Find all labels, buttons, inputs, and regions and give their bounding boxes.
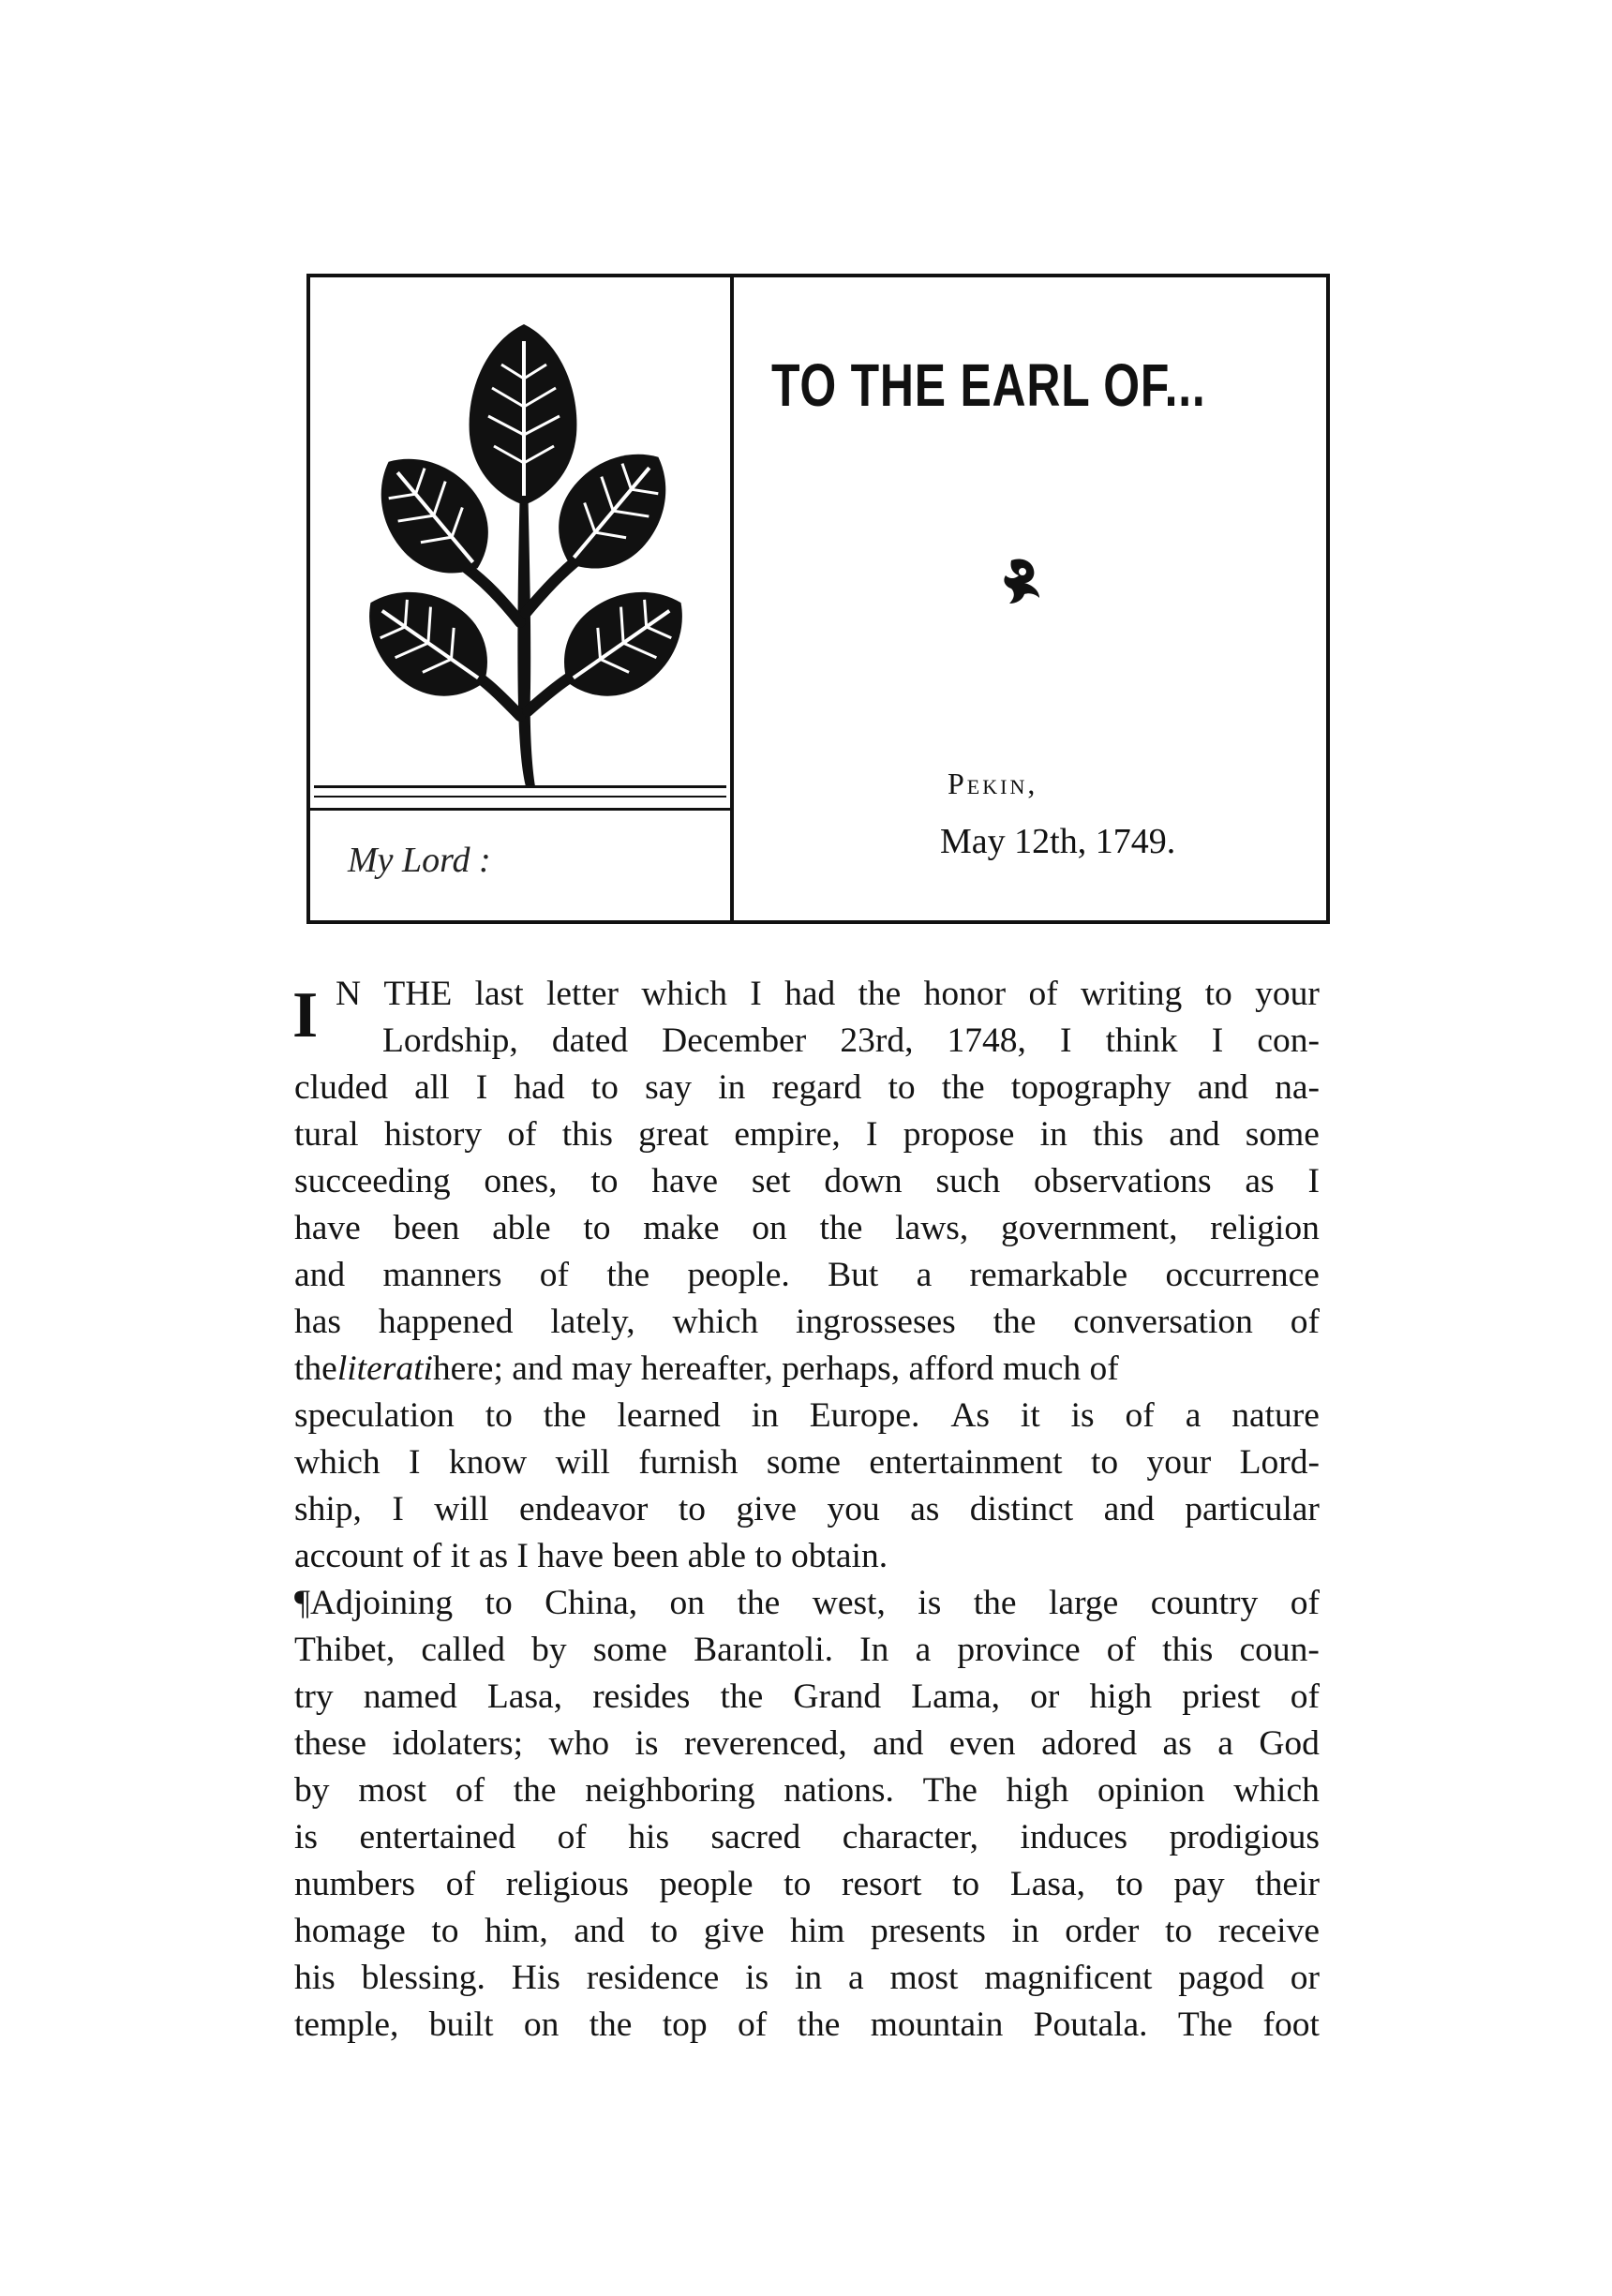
word: of	[1106, 1631, 1136, 1669]
word: and	[1103, 1490, 1155, 1528]
word: speculation	[294, 1396, 455, 1435]
panel-divider	[310, 808, 730, 811]
word: who	[548, 1724, 610, 1763]
word: of	[455, 1771, 485, 1810]
word: learned	[617, 1396, 721, 1435]
word: adored	[1041, 1724, 1138, 1763]
word: of	[1028, 975, 1058, 1013]
word: able	[492, 1209, 551, 1247]
word: Poutala.	[1033, 2005, 1148, 2044]
salutation: My Lord :	[348, 841, 491, 880]
word: religious	[505, 1865, 629, 1903]
word: lately,	[550, 1303, 635, 1341]
word: ingrosseses	[795, 1303, 956, 1341]
word: nature	[1231, 1396, 1320, 1435]
word: some	[592, 1631, 667, 1669]
letter-date: May 12th, 1749.	[940, 822, 1176, 861]
text-line: theliteratihere; and may hereafter, perhaps, afford much of	[294, 1346, 1320, 1393]
word: pay	[1173, 1865, 1225, 1903]
leaf-branch-icon	[348, 313, 694, 800]
word: to	[583, 1209, 611, 1247]
place-name: Pekin,	[948, 767, 1038, 800]
word: honor	[923, 975, 1007, 1013]
word: occurrence	[1165, 1256, 1320, 1294]
word: of	[1290, 1677, 1320, 1716]
word: and	[1197, 1068, 1248, 1107]
word: government,	[1001, 1209, 1178, 1247]
ground-rule	[314, 796, 726, 798]
text-line: account of it as I have been able to obtain.	[294, 1537, 888, 1575]
text-line	[294, 1721, 1320, 1767]
word: to	[431, 1912, 459, 1950]
word: to	[952, 1865, 980, 1903]
word: high	[1006, 1771, 1069, 1810]
word: know	[448, 1443, 528, 1482]
word: 23rd,	[840, 1021, 914, 1060]
text-line	[294, 1158, 1320, 1205]
word: to	[1204, 975, 1232, 1013]
word: happened	[378, 1303, 514, 1341]
word: ¶Adjoining	[294, 1584, 454, 1622]
word: particular	[1185, 1490, 1320, 1528]
word: a	[1217, 1724, 1233, 1763]
word: In	[859, 1631, 889, 1669]
text-line	[294, 1814, 1320, 1861]
text-line	[294, 1439, 1320, 1486]
word: make	[643, 1209, 720, 1247]
word: has	[294, 1303, 341, 1341]
word: last	[474, 975, 524, 1013]
word: to	[1115, 1865, 1143, 1903]
word: The	[922, 1771, 978, 1810]
word: the	[941, 1068, 985, 1107]
word: the	[797, 2005, 841, 2044]
word: have	[651, 1162, 719, 1200]
word: I	[475, 1068, 488, 1107]
word: try	[294, 1677, 334, 1716]
word: down	[824, 1162, 903, 1200]
word: to	[650, 1912, 679, 1950]
word: observations	[1034, 1162, 1212, 1200]
word: entertainment	[869, 1443, 1063, 1482]
header-box	[306, 274, 1330, 924]
word: give	[703, 1912, 765, 1950]
word: character,	[842, 1818, 979, 1856]
text-line	[294, 1252, 1320, 1299]
word: him	[790, 1912, 845, 1950]
word: the	[589, 2005, 633, 2044]
letter-title: TO THE EARL OF...	[771, 351, 1206, 419]
word: THE	[383, 975, 453, 1013]
word: his	[294, 1959, 336, 1997]
word: homage	[294, 1912, 406, 1950]
word: of	[445, 1865, 476, 1903]
word: on	[752, 1209, 787, 1247]
word: in	[1011, 1912, 1039, 1950]
word: succeeding	[294, 1162, 451, 1200]
word: I	[750, 975, 762, 1013]
word: most	[358, 1771, 427, 1810]
word: the	[973, 1584, 1017, 1622]
word: conversation	[1073, 1303, 1253, 1341]
word: in	[794, 1959, 823, 1997]
text-line	[294, 1861, 1320, 1908]
word: all	[414, 1068, 450, 1107]
word: by	[531, 1631, 567, 1669]
word: built	[428, 2005, 494, 2044]
word: the	[543, 1396, 587, 1435]
text-line	[294, 1065, 1320, 1111]
word: have	[294, 1209, 361, 1247]
title-panel	[734, 277, 1326, 920]
word: resort	[841, 1865, 922, 1903]
word: to	[1164, 1912, 1193, 1950]
word: to	[590, 1162, 619, 1200]
word: his	[628, 1818, 670, 1856]
ground-rule	[314, 785, 726, 788]
word: distinct	[969, 1490, 1074, 1528]
word: sacred	[710, 1818, 801, 1856]
word: ones,	[484, 1162, 558, 1200]
word: nations.	[784, 1771, 894, 1810]
word: the	[720, 1677, 764, 1716]
word: tural	[294, 1115, 359, 1154]
word: such	[935, 1162, 1001, 1200]
word: of	[1290, 1303, 1320, 1341]
word: resides	[592, 1677, 691, 1716]
word: in	[718, 1068, 746, 1107]
word: opinion	[1097, 1771, 1205, 1810]
word: magnificent	[984, 1959, 1153, 1997]
word: residence	[586, 1959, 720, 1997]
word: the	[737, 1584, 781, 1622]
word: I	[1059, 1021, 1072, 1060]
fleuron-icon	[998, 555, 1047, 605]
word: this	[1093, 1115, 1144, 1154]
word: high	[1089, 1677, 1153, 1716]
word: as	[1162, 1724, 1192, 1763]
word: regard	[771, 1068, 862, 1107]
word: order	[1065, 1912, 1140, 1950]
word: pagod	[1178, 1959, 1264, 1997]
word: which	[294, 1443, 381, 1482]
word: prodigious	[1169, 1818, 1320, 1856]
word: history	[383, 1115, 483, 1154]
word: a	[1185, 1396, 1202, 1435]
word: is	[745, 1959, 769, 1997]
word: priest	[1182, 1677, 1261, 1716]
text-line	[294, 2002, 1320, 2049]
word: God	[1259, 1724, 1320, 1763]
word: I	[392, 1490, 404, 1528]
word: people.	[687, 1256, 790, 1294]
word: this	[561, 1115, 613, 1154]
word: to	[678, 1490, 707, 1528]
text-line	[294, 1018, 1320, 1065]
word: to	[485, 1584, 513, 1622]
word: China,	[545, 1584, 638, 1622]
word: December	[662, 1021, 807, 1060]
word: your	[1146, 1443, 1212, 1482]
word: great	[638, 1115, 709, 1154]
word: con-	[1257, 1021, 1320, 1060]
word: to	[1090, 1443, 1119, 1482]
word: religion	[1210, 1209, 1320, 1247]
ornament-panel	[310, 277, 730, 920]
word: as	[910, 1490, 940, 1528]
word: had	[514, 1068, 565, 1107]
word: the	[606, 1256, 650, 1294]
word: induces	[1020, 1818, 1128, 1856]
word: neighboring	[585, 1771, 755, 1810]
word: empire,	[734, 1115, 841, 1154]
word: the	[858, 975, 902, 1013]
word: of	[539, 1256, 570, 1294]
text-line	[294, 971, 1320, 1018]
word: reverenced,	[683, 1724, 847, 1763]
word: in	[751, 1396, 779, 1435]
word: some	[1245, 1115, 1320, 1154]
word: Lasa,	[486, 1677, 563, 1716]
italic-word: literati	[336, 1349, 433, 1388]
word: had	[784, 975, 836, 1013]
word: I	[866, 1115, 878, 1154]
word: west,	[812, 1584, 886, 1622]
word: and	[873, 1724, 924, 1763]
word: coun-	[1239, 1631, 1320, 1669]
word: Lasa,	[1009, 1865, 1085, 1903]
word: the	[993, 1303, 1037, 1341]
word: I	[409, 1443, 421, 1482]
word: this	[1162, 1631, 1214, 1669]
text-line	[294, 1580, 1320, 1627]
word: Lama,	[911, 1677, 1000, 1716]
word: province	[957, 1631, 1081, 1669]
word: a	[915, 1631, 932, 1669]
text-line	[294, 1486, 1320, 1533]
word: entertained	[359, 1818, 516, 1856]
word: laws,	[895, 1209, 969, 1247]
text-line	[294, 1908, 1320, 1955]
word: temple,	[294, 2005, 399, 2044]
word: na-	[1275, 1068, 1320, 1107]
word: will	[434, 1490, 489, 1528]
word: by	[294, 1771, 330, 1810]
word: furnish	[638, 1443, 739, 1482]
word: propose	[903, 1115, 1015, 1154]
text-line	[294, 1111, 1320, 1158]
word: you	[827, 1490, 880, 1528]
word: their	[1255, 1865, 1320, 1903]
word: Lord-	[1239, 1443, 1320, 1482]
word: is	[294, 1818, 319, 1856]
word: as	[1245, 1162, 1275, 1200]
word: is	[1070, 1396, 1095, 1435]
word: topography	[1010, 1068, 1172, 1107]
word: on	[523, 2005, 560, 2044]
word: But	[828, 1256, 879, 1294]
word: the	[513, 1771, 557, 1810]
text-line	[294, 1299, 1320, 1346]
word: Lordship,	[382, 1021, 518, 1060]
word: dated	[551, 1021, 629, 1060]
word: of	[557, 1818, 587, 1856]
word: presents	[871, 1912, 986, 1950]
word: which	[641, 975, 727, 1013]
word: is	[634, 1724, 659, 1763]
word: most	[889, 1959, 959, 1997]
text-line	[294, 1393, 1320, 1439]
word: top	[662, 2005, 708, 2044]
word: manners	[382, 1256, 502, 1294]
word: The	[1177, 2005, 1233, 2044]
word: remarkable	[969, 1256, 1128, 1294]
word: will	[555, 1443, 610, 1482]
word: ship,	[294, 1490, 362, 1528]
word: these	[294, 1724, 367, 1763]
word: is	[918, 1584, 942, 1622]
word: idolaters;	[392, 1724, 524, 1763]
word: and	[294, 1256, 346, 1294]
word: in	[1039, 1115, 1067, 1154]
word: a	[916, 1256, 933, 1294]
word: Europe.	[809, 1396, 920, 1435]
word: think	[1105, 1021, 1178, 1060]
word: called	[421, 1631, 505, 1669]
word: of	[507, 1115, 537, 1154]
word: the	[819, 1209, 863, 1247]
letter-body	[294, 971, 1320, 2049]
word: a	[847, 1959, 864, 1997]
word: people	[659, 1865, 754, 1903]
word: His	[511, 1959, 560, 1997]
word: writing	[1080, 975, 1183, 1013]
word: of	[738, 2005, 768, 2044]
word: on	[669, 1584, 706, 1622]
word: some	[766, 1443, 842, 1482]
word: set	[751, 1162, 791, 1200]
text-line	[294, 1205, 1320, 1252]
text-line	[294, 1627, 1320, 1674]
word: to	[590, 1068, 619, 1107]
word: even	[948, 1724, 1016, 1763]
word: I	[1307, 1162, 1320, 1200]
word: cluded	[294, 1068, 388, 1107]
word: numbers	[294, 1865, 416, 1903]
word: to	[888, 1068, 916, 1107]
word: blessing.	[361, 1959, 485, 1997]
word: named	[363, 1677, 457, 1716]
word: 1748,	[947, 1021, 1026, 1060]
word: large	[1049, 1584, 1119, 1622]
word: Barantoli.	[694, 1631, 834, 1669]
word: of	[1125, 1396, 1155, 1435]
word: receive	[1217, 1912, 1320, 1950]
word: I	[1211, 1021, 1224, 1060]
word: to	[485, 1396, 513, 1435]
word: him,	[485, 1912, 548, 1950]
text-line	[294, 1767, 1320, 1814]
word: of	[1290, 1584, 1320, 1622]
word: which	[672, 1303, 759, 1341]
text-line	[294, 1674, 1320, 1721]
word: Thibet,	[294, 1631, 396, 1669]
word: and	[574, 1912, 625, 1950]
word: say	[645, 1068, 693, 1107]
word: letter	[545, 975, 619, 1013]
word: or	[1290, 1959, 1320, 1997]
word: endeavor	[519, 1490, 649, 1528]
word: N	[336, 975, 362, 1013]
drop-cap: I	[292, 979, 319, 1051]
word: it	[1020, 1396, 1040, 1435]
word: your	[1255, 975, 1320, 1013]
word: give	[736, 1490, 798, 1528]
place-line	[948, 767, 1037, 801]
word: mountain	[870, 2005, 1004, 2044]
text-line	[294, 1955, 1320, 2002]
word: country	[1150, 1584, 1259, 1622]
word: to	[784, 1865, 812, 1903]
word: or	[1030, 1677, 1060, 1716]
word: been	[393, 1209, 460, 1247]
word: foot	[1262, 2005, 1320, 2044]
word: which	[1233, 1771, 1320, 1810]
word: As	[950, 1396, 991, 1435]
word: and	[1169, 1115, 1220, 1154]
word: Grand	[793, 1677, 882, 1716]
